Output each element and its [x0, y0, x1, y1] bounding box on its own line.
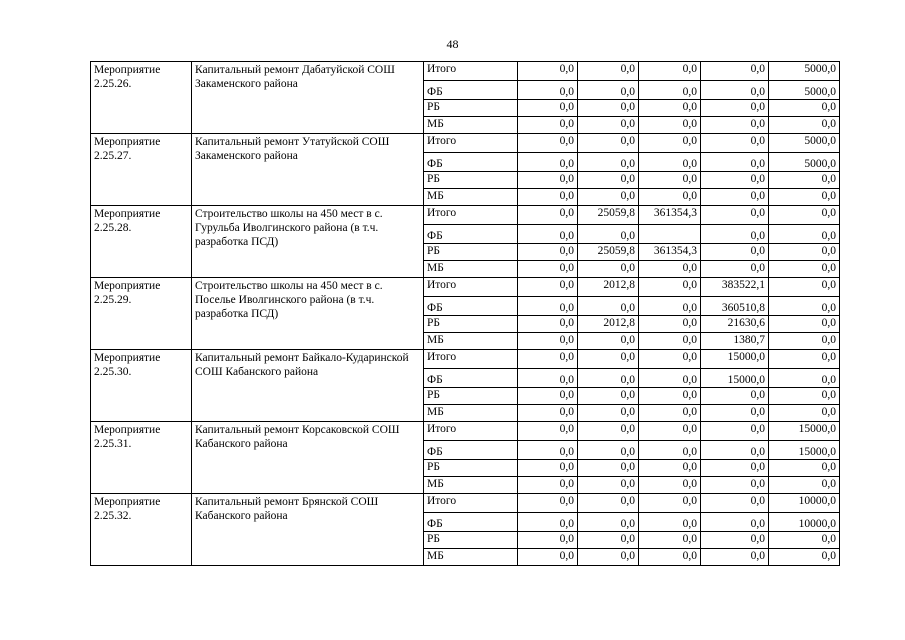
amount-cell: 15000,0 — [769, 441, 840, 460]
amount-cell: 0,0 — [578, 549, 639, 566]
amount-cell: 0,0 — [701, 244, 769, 261]
activity-cell: Мероприятие 2.25.27. — [91, 134, 192, 206]
amount-cell: 5000,0 — [769, 62, 840, 81]
amount-cell: 25059,8 — [578, 244, 639, 261]
amount-cell: 0,0 — [701, 388, 769, 405]
amount-cell: 0,0 — [578, 153, 639, 172]
amount-cell: 0,0 — [639, 62, 701, 81]
funding-source-cell: МБ — [424, 189, 518, 206]
amount-cell: 0,0 — [578, 477, 639, 494]
amount-cell: 0,0 — [769, 460, 840, 477]
funding-source-cell: РБ — [424, 460, 518, 477]
amount-cell: 0,0 — [769, 172, 840, 189]
amount-cell: 0,0 — [518, 369, 578, 388]
budget-table — [90, 61, 840, 566]
amount-cell: 0,0 — [639, 369, 701, 388]
amount-cell: 0,0 — [639, 405, 701, 422]
amount-cell: 0,0 — [701, 225, 769, 244]
amount-cell: 361354,3 — [639, 244, 701, 261]
amount-cell: 0,0 — [701, 513, 769, 532]
amount-cell: 0,0 — [639, 549, 701, 566]
amount-cell: 0,0 — [578, 333, 639, 350]
amount-cell: 0,0 — [578, 62, 639, 81]
description-cell: Капитальный ремонт Корсаковской СОШ Кабанского района — [192, 422, 424, 494]
amount-cell: 0,0 — [769, 117, 840, 134]
amount-cell: 10000,0 — [769, 494, 840, 513]
amount-cell: 0,0 — [639, 100, 701, 117]
table-row — [91, 62, 840, 81]
amount-cell: 15000,0 — [701, 350, 769, 369]
table-row — [91, 350, 840, 369]
amount-cell: 0,0 — [578, 81, 639, 100]
funding-source-cell: МБ — [424, 117, 518, 134]
amount-cell: 0,0 — [578, 405, 639, 422]
amount-cell: 0,0 — [518, 172, 578, 189]
amount-cell: 0,0 — [518, 422, 578, 441]
amount-cell: 0,0 — [578, 441, 639, 460]
amount-cell: 0,0 — [639, 350, 701, 369]
amount-cell: 0,0 — [518, 405, 578, 422]
page-number: 48 — [446, 37, 459, 51]
funding-source-cell: Итого — [424, 494, 518, 513]
table-row — [91, 278, 840, 297]
description-cell: Строительство школы на 450 мест в с. Поселье Иволгинского района (в т.ч. разработка ПСД) — [192, 278, 424, 350]
amount-cell: 0,0 — [769, 333, 840, 350]
amount-cell: 0,0 — [518, 261, 578, 278]
amount-cell: 0,0 — [701, 134, 769, 153]
activity-cell: Мероприятие 2.25.30. — [91, 350, 192, 422]
amount-cell: 0,0 — [578, 494, 639, 513]
amount-cell: 0,0 — [701, 422, 769, 441]
amount-cell: 15000,0 — [701, 369, 769, 388]
amount-cell: 0,0 — [518, 62, 578, 81]
amount-cell: 0,0 — [701, 189, 769, 206]
amount-cell: 0,0 — [769, 261, 840, 278]
amount-cell: 0,0 — [518, 134, 578, 153]
funding-source-cell: РБ — [424, 172, 518, 189]
amount-cell: 0,0 — [578, 100, 639, 117]
funding-source-cell: МБ — [424, 477, 518, 494]
amount-cell: 360510,8 — [701, 297, 769, 316]
amount-cell: 0,0 — [701, 172, 769, 189]
description-cell: Капитальный ремонт Брянской СОШ Кабанского района — [192, 494, 424, 566]
amount-cell: 0,0 — [639, 189, 701, 206]
amount-cell: 0,0 — [639, 422, 701, 441]
description-cell: Капитальный ремонт Дабатуйской СОШ Закаменского района — [192, 62, 424, 134]
amount-cell: 0,0 — [518, 100, 578, 117]
amount-cell: 0,0 — [769, 278, 840, 297]
funding-source-cell: ФБ — [424, 441, 518, 460]
amount-cell: 0,0 — [701, 441, 769, 460]
amount-cell: 0,0 — [769, 532, 840, 549]
funding-source-cell: ФБ — [424, 81, 518, 100]
amount-cell: 0,0 — [701, 477, 769, 494]
funding-source-cell: ФБ — [424, 297, 518, 316]
amount-cell: 0,0 — [578, 225, 639, 244]
funding-source-cell: МБ — [424, 405, 518, 422]
activity-cell: Мероприятие 2.25.28. — [91, 206, 192, 278]
table-row — [91, 494, 840, 513]
amount-cell: 0,0 — [639, 513, 701, 532]
funding-source-cell: МБ — [424, 333, 518, 350]
amount-cell: 0,0 — [578, 189, 639, 206]
amount-cell: 0,0 — [518, 532, 578, 549]
amount-cell: 0,0 — [701, 532, 769, 549]
amount-cell: 0,0 — [578, 422, 639, 441]
amount-cell: 0,0 — [518, 513, 578, 532]
amount-cell: 0,0 — [639, 278, 701, 297]
amount-cell: 0,0 — [701, 100, 769, 117]
amount-cell: 383522,1 — [701, 278, 769, 297]
amount-cell: 0,0 — [518, 316, 578, 333]
funding-source-cell: РБ — [424, 388, 518, 405]
amount-cell: 0,0 — [518, 477, 578, 494]
amount-cell: 361354,3 — [639, 206, 701, 225]
amount-cell: 0,0 — [578, 532, 639, 549]
amount-cell: 0,0 — [639, 441, 701, 460]
activity-cell: Мероприятие 2.25.31. — [91, 422, 192, 494]
amount-cell: 0,0 — [639, 153, 701, 172]
funding-source-cell: МБ — [424, 261, 518, 278]
funding-source-cell: ФБ — [424, 513, 518, 532]
amount-cell: 0,0 — [639, 172, 701, 189]
funding-source-cell: РБ — [424, 316, 518, 333]
amount-cell: 0,0 — [518, 81, 578, 100]
funding-source-cell: ФБ — [424, 369, 518, 388]
amount-cell: 0,0 — [701, 549, 769, 566]
amount-cell: 0,0 — [701, 494, 769, 513]
amount-cell: 0,0 — [701, 153, 769, 172]
amount-cell: 0,0 — [639, 532, 701, 549]
amount-cell: 0,0 — [769, 549, 840, 566]
amount-cell: 0,0 — [639, 494, 701, 513]
amount-cell: 0,0 — [639, 297, 701, 316]
amount-cell: 0,0 — [518, 153, 578, 172]
amount-cell: 0,0 — [518, 460, 578, 477]
amount-cell: 0,0 — [701, 405, 769, 422]
amount-cell: 1380,7 — [701, 333, 769, 350]
amount-cell: 0,0 — [639, 134, 701, 153]
activity-cell: Мероприятие 2.25.32. — [91, 494, 192, 566]
amount-cell: 0,0 — [769, 388, 840, 405]
funding-source-cell: ФБ — [424, 153, 518, 172]
amount-cell: 0,0 — [639, 388, 701, 405]
funding-source-cell: Итого — [424, 350, 518, 369]
amount-cell: 0,0 — [518, 225, 578, 244]
description-cell: Капитальный ремонт Утатуйской СОШ Закаменского района — [192, 134, 424, 206]
amount-cell: 0,0 — [578, 513, 639, 532]
amount-cell: 0,0 — [769, 244, 840, 261]
activity-cell: Мероприятие 2.25.26. — [91, 62, 192, 134]
amount-cell: 0,0 — [578, 261, 639, 278]
amount-cell: 0,0 — [701, 460, 769, 477]
amount-cell: 0,0 — [639, 261, 701, 278]
amount-cell: 0,0 — [769, 225, 840, 244]
amount-cell: 0,0 — [578, 350, 639, 369]
amount-cell: 0,0 — [701, 62, 769, 81]
activity-cell: Мероприятие 2.25.29. — [91, 278, 192, 350]
amount-cell: 0,0 — [769, 206, 840, 225]
amount-cell: 0,0 — [639, 81, 701, 100]
amount-cell: 2012,8 — [578, 316, 639, 333]
amount-cell: 5000,0 — [769, 81, 840, 100]
amount-cell: 0,0 — [518, 297, 578, 316]
amount-cell: 0,0 — [639, 333, 701, 350]
description-cell: Капитальный ремонт Байкало-Кударинской СОШ Кабанского района — [192, 350, 424, 422]
amount-cell: 2012,8 — [578, 278, 639, 297]
amount-cell: 0,0 — [518, 333, 578, 350]
amount-cell: 10000,0 — [769, 513, 840, 532]
amount-cell: 0,0 — [518, 117, 578, 134]
amount-cell: 5000,0 — [769, 134, 840, 153]
amount-cell: 0,0 — [769, 350, 840, 369]
amount-cell: 0,0 — [578, 297, 639, 316]
amount-cell: 0,0 — [701, 261, 769, 278]
amount-cell: 0,0 — [639, 460, 701, 477]
amount-cell: 0,0 — [518, 350, 578, 369]
description-cell: Строительство школы на 450 мест в с. Гурульба Иволгинского района (в т.ч. разработка ПСД) — [192, 206, 424, 278]
amount-cell: 0,0 — [769, 316, 840, 333]
funding-source-cell: Итого — [424, 62, 518, 81]
table-row — [91, 206, 840, 225]
amount-cell: 0,0 — [518, 206, 578, 225]
amount-cell: 0,0 — [701, 206, 769, 225]
amount-cell: 0,0 — [769, 405, 840, 422]
amount-cell: 0,0 — [701, 117, 769, 134]
amount-cell: 0,0 — [578, 172, 639, 189]
amount-cell: 0,0 — [518, 549, 578, 566]
amount-cell: 0,0 — [769, 297, 840, 316]
amount-cell: 0,0 — [578, 369, 639, 388]
amount-cell: 0,0 — [769, 477, 840, 494]
funding-source-cell: Итого — [424, 422, 518, 441]
amount-cell: 0,0 — [639, 117, 701, 134]
funding-source-cell: РБ — [424, 244, 518, 261]
funding-source-cell: РБ — [424, 532, 518, 549]
amount-cell: 0,0 — [518, 189, 578, 206]
amount-cell: 0,0 — [518, 494, 578, 513]
funding-source-cell: Итого — [424, 134, 518, 153]
amount-cell: 0,0 — [769, 100, 840, 117]
amount-cell: 0,0 — [578, 388, 639, 405]
amount-cell: 0,0 — [769, 189, 840, 206]
table-row — [91, 134, 840, 153]
amount-cell: 25059,8 — [578, 206, 639, 225]
amount-cell: 0,0 — [639, 477, 701, 494]
amount-cell: 0,0 — [578, 134, 639, 153]
amount-cell: 5000,0 — [769, 153, 840, 172]
amount-cell: 15000,0 — [769, 422, 840, 441]
amount-cell: 0,0 — [578, 460, 639, 477]
amount-cell: 0,0 — [518, 278, 578, 297]
table-row — [91, 422, 840, 441]
amount-cell: 21630,6 — [701, 316, 769, 333]
amount-cell — [639, 225, 701, 244]
funding-source-cell: Итого — [424, 206, 518, 225]
amount-cell: 0,0 — [518, 388, 578, 405]
amount-cell: 0,0 — [578, 117, 639, 134]
funding-source-cell: РБ — [424, 100, 518, 117]
amount-cell: 0,0 — [701, 81, 769, 100]
amount-cell: 0,0 — [518, 441, 578, 460]
funding-source-cell: МБ — [424, 549, 518, 566]
amount-cell: 0,0 — [518, 244, 578, 261]
funding-source-cell: ФБ — [424, 225, 518, 244]
amount-cell: 0,0 — [639, 316, 701, 333]
amount-cell: 0,0 — [769, 369, 840, 388]
funding-source-cell: Итого — [424, 278, 518, 297]
